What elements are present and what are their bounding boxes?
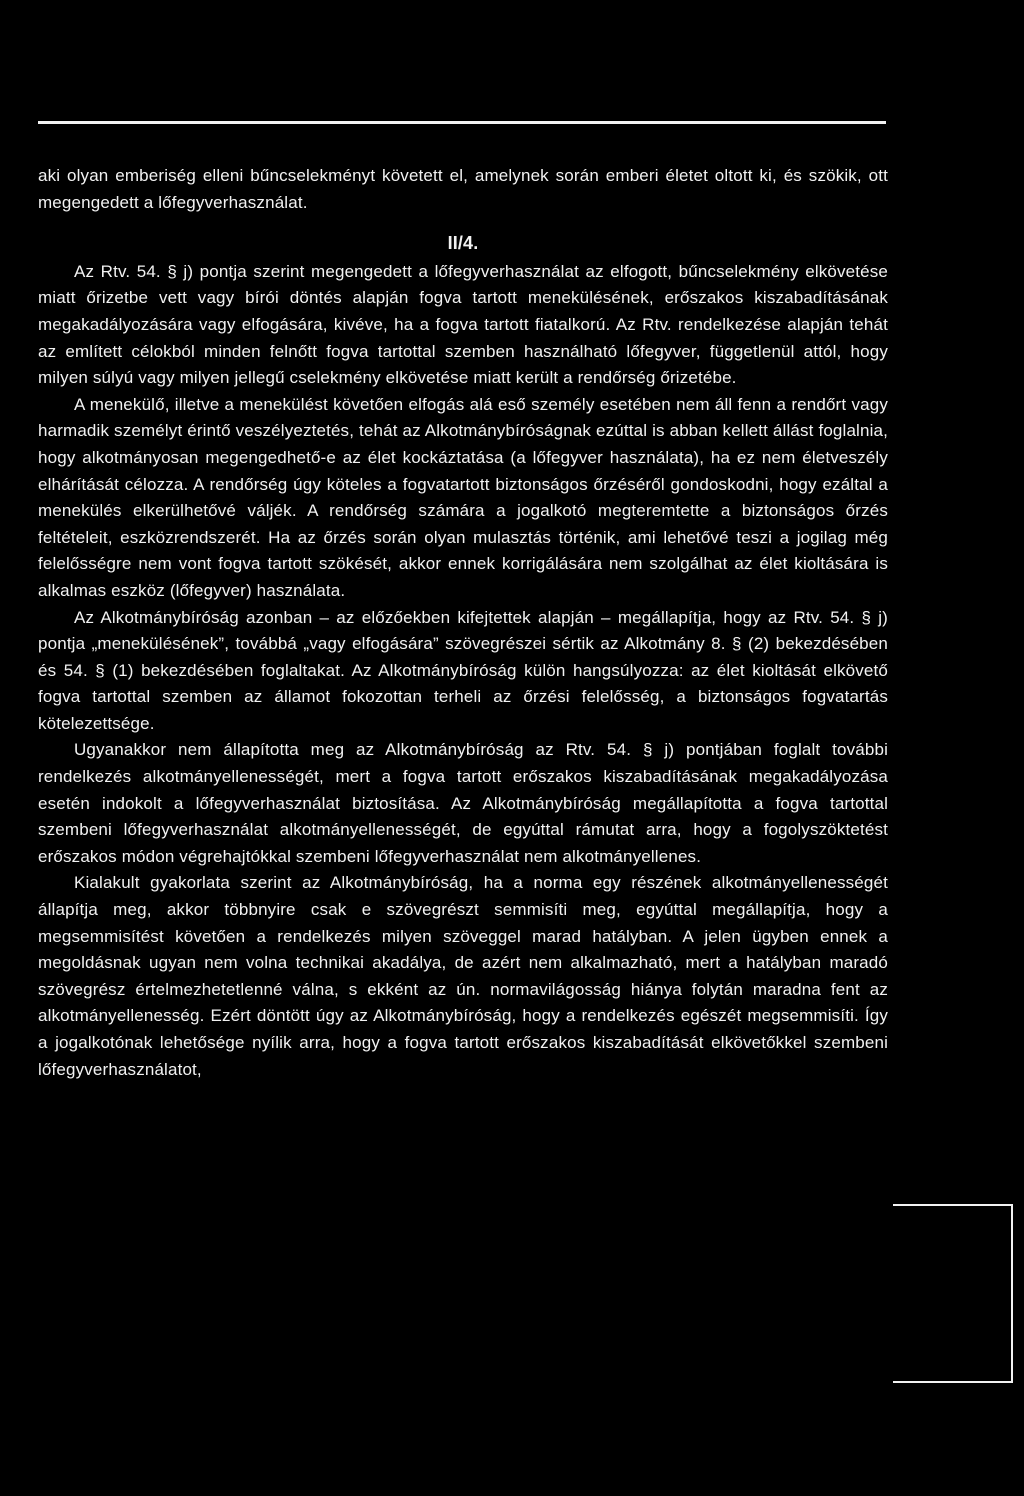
- paragraph-5: Kialakult gyakorlata szerint az Alkotmánybíróság, ha a norma egy részének alkotmányellenességét állapítja meg, akkor többnyire csak e szövegrészt semmisíti meg, egyúttal megállapítja, hogy a megsemmisítést követően a rendelkezés milyen szöveggel marad hatályban. A jelen ügyben ennek a megoldásnak ugyan nem volna technikai akadálya, de azért nem alkalmazható, mert a hatályban maradó szövegrész értelmezhetetlenné válna, s ekként az ún. normavilágosság hiánya folytán maradna fent az alkotmányellenesség. Ezért döntött úgy az Alkotmánybíróság, hogy a rendelkezés egészét megsemmisíti. Így a jogalkotónak lehetősége nyílik arra, hogy a fogva tartott erőszakos kiszabadítását elkövetőkkel szembeni lőfegyverhasználatot,: [38, 873, 888, 1079]
- paragraph-4: Ugyanakkor nem állapította meg az Alkotmánybíróság az Rtv. 54. § j) pontjában foglalt további rendelkezés alkotmányellenességét, mert a fogva tartott erőszakos kiszabadításának megakadályozása esetén indokolt a lőfegyverhasználat biztosítása. Az Alkotmánybíróság megállapította a fogva tartottal szembeni lőfegyverhasználat alkotmányellenességét, de egyúttal rámutat arra, hogy a fogolyszöktetést erőszakos módon végrehajtókkal szembeni lőfegyverhasználat nem alkotmányellenes.: [38, 740, 888, 866]
- paragraph-2: A menekülő, illetve a menekülést követően elfogás alá eső személy esetében nem áll fenn a rendőrt vagy harmadik személyt érintő veszélyeztetés, tehát az Alkotmánybíróságnak ezúttal is abban kellett állást foglalnia, hogy alkotmányosan megengedhető-e az élet kockáztatása (a lőfegyver használata), ha ez nem életveszély elhárítását célozza. A rendőrség úgy köteles a fogvatartott biztonságos őrzéséről gondoskodni, hogy ezáltal a menekülés elkerülhetővé váljék. A rendőrség számára a jogalkotó megteremtette a biztonságos őrzés feltételeit, eszközrendszerét. Ha az őrzés során olyan mulasztás történik, ami lehetővé teszi a jogilag még felelősségre nem vont fogva tartott szökését, akkor ennek korrigálására nem szolgálhat az élet kioltására is alkalmas eszköz (lőfegyver) használata.: [38, 394, 888, 600]
- document-body: [38, 163, 888, 1083]
- section-heading: II/4.: [447, 233, 479, 254]
- top-horizontal-rule: [38, 121, 886, 124]
- paragraph-1: Az Rtv. 54. § j) pontja szerint megengedett a lőfegyverhasználat az elfogott, bűncselekmény elkövetése miatt őrizetbe vett vagy bírói döntés alapján fogva tartott menekülésének, erőszakos kiszabadításának megakadályozására vagy elfogására, kivéve, ha a fogva tartott fiatalkorú. Az Rtv. rendelkezése alapján tehát az említett célokból minden felnőtt fogva tartottal szemben használható lőfegyver, függetlenül attól, hogy milyen súlyú vagy milyen jellegű cselekmény elkövetése miatt került a rendőrség őrizetébe.: [38, 261, 888, 388]
- intro-paragraph: aki olyan emberiség elleni bűncselekményt követett el, amelynek során emberi életet oltott ki, és szökik, ott megengedett a lőfegyverhasználat.: [38, 166, 888, 212]
- paragraph-3: Az Alkotmánybíróság azonban – az előzőekben kifejtettek alapján – megállapítja, hogy az Rtv. 54. § j) pontja „menekülésének”, továbbá „vagy elfogására” szövegrészei sértik az Alkotmány 8. § (2) bekezdésében és 54. § (1) bekezdésében foglaltakat. Az Alkotmánybíróság külön hangsúlyozza: az élet kioltását elkövető fogva tartottal szemben az államot fokozottan terheli az őrzési felelősség, a biztonságos fogvatartás kötelezettsége.: [38, 607, 888, 733]
- margin-frame: [893, 1204, 1013, 1383]
